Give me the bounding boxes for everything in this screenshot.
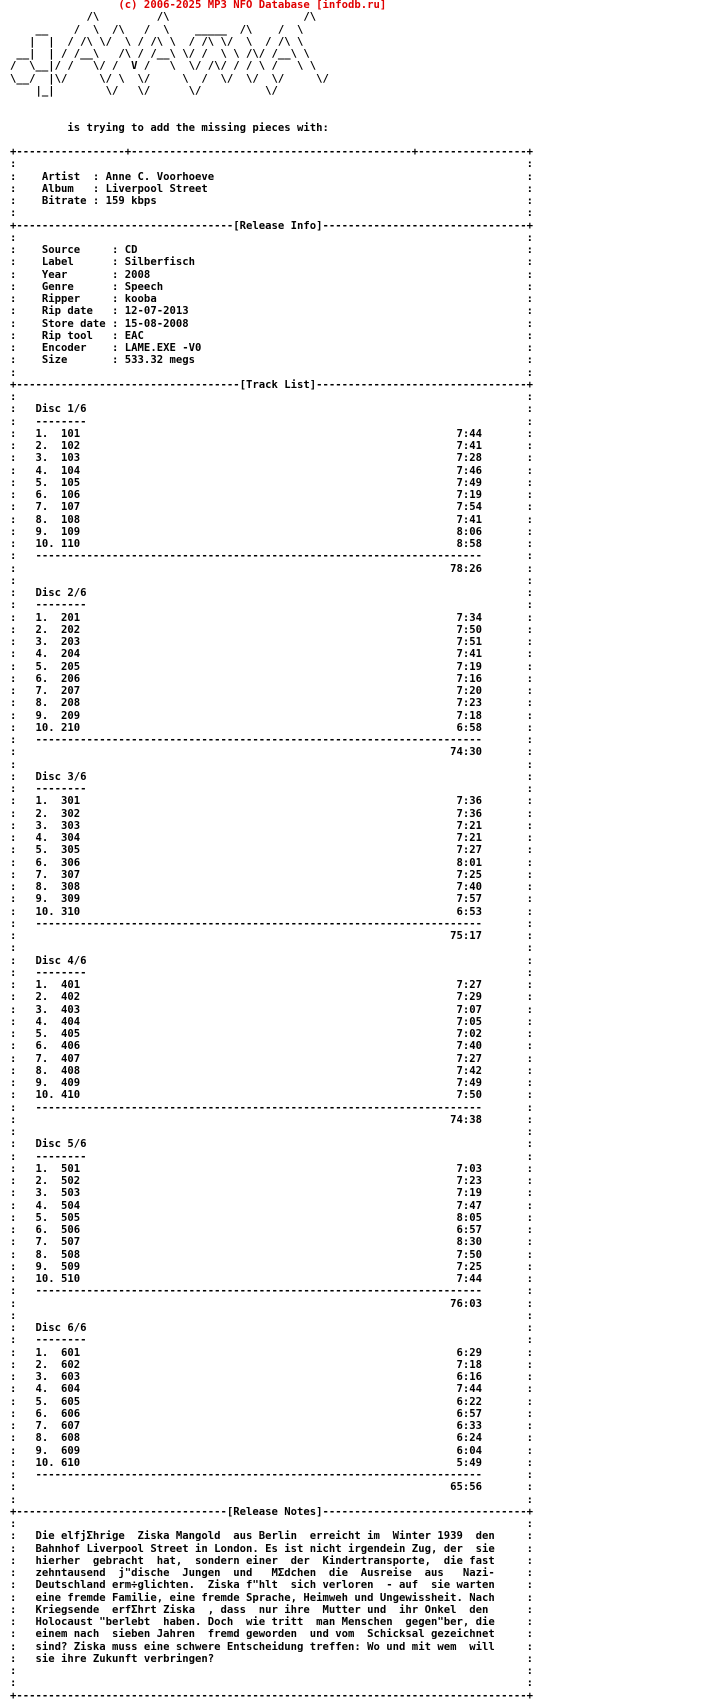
track-row: : 10. 210 6:58 :: [10, 721, 533, 734]
disc-separator: : ---------------------------------------------------------------------- :: [10, 1101, 533, 1114]
release-notes-line: : zehntausend j"dische Jungen und MΣdchen die Ausreise aus Nazi- :: [10, 1567, 533, 1579]
track-list-header: +-----------------------------------[Track List]---------------------------------+: [10, 378, 533, 391]
track-row: : 9. 609 6:04 :: [10, 1444, 533, 1457]
box-blank-line: : :: [10, 758, 533, 771]
track-row: : 10. 310 6:53 :: [10, 905, 533, 918]
box-blank-line: : :: [10, 158, 533, 171]
track-row: : 4. 404 7:05 :: [10, 1015, 533, 1028]
track-row: : 2. 102 7:41 :: [10, 440, 533, 452]
track-row: : 5. 605 6:22 :: [10, 1395, 533, 1408]
box-blank-line: : :: [10, 1518, 533, 1530]
disc-title: : Disc 3/6 :: [10, 770, 533, 783]
track-row: : 5. 405 7:02 :: [10, 1028, 533, 1040]
disc-separator: : ---------------------------------------------------------------------- :: [10, 1469, 533, 1481]
release-notes-line: : sind? Ziska muss eine schwere Entscheidung treffen: Wo und mit wem will :: [10, 1640, 533, 1653]
track-row: : 5. 205 7:19 :: [10, 660, 533, 673]
track-row: : 9. 409 7:49 :: [10, 1077, 533, 1089]
tagline: is trying to add the missing pieces with:: [10, 121, 329, 134]
track-row: : 4. 604 7:44 :: [10, 1383, 533, 1396]
artist-line: : Artist : Anne C. Voorhoeve :: [10, 170, 533, 183]
track-row: : 10. 110 8:58 :: [10, 538, 533, 550]
track-row: : 1. 301 7:36 :: [10, 795, 533, 808]
track-row: : 6. 106 7:19 :: [10, 489, 533, 501]
release-notes-header: +---------------------------------[Release Notes]--------------------------------+: [10, 1505, 533, 1518]
track-row: : 2. 602 7:18 :: [10, 1358, 533, 1371]
track-row: : 6. 506 6:57 :: [10, 1224, 533, 1236]
release-notes-line: : sie ihre Zukunft verbringen? :: [10, 1652, 533, 1665]
track-row: : 1. 101 7:44 :: [10, 427, 533, 440]
track-row: : 4. 504 7:47 :: [10, 1199, 533, 1212]
track-row: : 8. 108 7:41 :: [10, 513, 533, 526]
box-blank-line: : :: [10, 1126, 533, 1138]
track-row: : 7. 307 7:25 :: [10, 868, 533, 881]
album-line: : Album : Liverpool Street :: [10, 182, 533, 195]
release-info-field: : Rip tool : EAC :: [10, 329, 533, 342]
release-info-header: +----------------------------------[Release Info]--------------------------------+: [10, 219, 533, 232]
track-row: : 4. 304 7:21 :: [10, 832, 533, 844]
disc-title: : Disc 5/6 :: [10, 1138, 533, 1151]
track-row: : 5. 305 7:27 :: [10, 844, 533, 857]
track-row: : 1. 601 6:29 :: [10, 1346, 533, 1359]
disc-separator: : ---------------------------------------------------------------------- :: [10, 917, 533, 930]
track-row: : 1. 201 7:34 :: [10, 611, 533, 624]
box-blank-line: : :: [10, 1665, 533, 1677]
box-blank-line: : :: [10, 1677, 533, 1690]
track-row: : 10. 510 7:44 :: [10, 1273, 533, 1285]
track-row: : 2. 302 7:36 :: [10, 807, 533, 820]
track-row: : 4. 104 7:46 :: [10, 464, 533, 477]
track-row: : 2. 502 7:23 :: [10, 1175, 533, 1187]
release-notes-line: : einem nach sieben Jahren fremd geworden und vom Schicksal gezeichnet :: [10, 1628, 533, 1641]
box-blank-line: : :: [10, 1493, 533, 1506]
box-blank-line: : :: [10, 1309, 533, 1322]
disc-underline: : -------- :: [10, 1150, 533, 1163]
track-row: : 7. 607 6:33 :: [10, 1420, 533, 1432]
disc-underline: : -------- :: [10, 599, 533, 612]
track-row: : 9. 109 8:06 :: [10, 525, 533, 538]
track-row: : 8. 408 7:42 :: [10, 1064, 533, 1077]
track-row: : 6. 306 8:01 :: [10, 856, 533, 869]
release-notes-line: : Die elfjΣhrige Ziska Mangold aus Berlin erreicht im Winter 1939 den :: [10, 1530, 533, 1543]
track-row: : 6. 206 7:16 :: [10, 672, 533, 685]
disc-total: : 74:30 :: [10, 746, 533, 759]
box-blank-line: : :: [10, 207, 533, 220]
release-notes-line: : Bahnhof Liverpool Street in London. Es ist nicht irgendein Zug, der sie :: [10, 1542, 533, 1555]
release-info-field: : Ripper : kooba :: [10, 293, 533, 305]
track-row: : 8. 308 7:40 :: [10, 881, 533, 893]
track-row: : 3. 103 7:28 :: [10, 452, 533, 465]
release-info-field: : Year : 2008 :: [10, 268, 533, 281]
disc-separator: : ---------------------------------------------------------------------- :: [10, 1285, 533, 1298]
disc-underline: : -------- :: [10, 966, 533, 979]
track-row: : 9. 309 7:57 :: [10, 893, 533, 906]
track-row: : 8. 208 7:23 :: [10, 697, 533, 710]
release-notes-line: : hierher gebracht hat, sondern einer der Kindertransporte, die fast :: [10, 1554, 533, 1567]
disc-separator: : ---------------------------------------------------------------------- :: [10, 550, 533, 563]
track-row: : 6. 406 7:40 :: [10, 1040, 533, 1053]
track-row: : 4. 204 7:41 :: [10, 648, 533, 661]
box-blank-line: : :: [10, 574, 533, 587]
track-row: : 7. 207 7:20 :: [10, 685, 533, 697]
track-row: : 8. 508 7:50 :: [10, 1248, 533, 1261]
disc-title: : Disc 1/6 :: [10, 403, 533, 416]
track-row: : 1. 401 7:27 :: [10, 979, 533, 991]
track-row: : 10. 610 5:49 :: [10, 1456, 533, 1469]
track-row: : 1. 501 7:03 :: [10, 1162, 533, 1175]
track-row: : 9. 509 7:25 :: [10, 1260, 533, 1273]
disc-underline: : -------- :: [10, 415, 533, 428]
disc-total: : 74:38 :: [10, 1113, 533, 1126]
release-notes-line: : Kriegsende erfΣhrt Ziska , dass nur ihre Mutter und ihr Onkel den :: [10, 1603, 533, 1616]
box-top-border: +-----------------+--------------------------------------------+-----------------+: [10, 146, 533, 158]
release-info-field: : Label : Silberfisch :: [10, 256, 533, 269]
track-row: : 8. 608 6:24 :: [10, 1432, 533, 1445]
track-row: : 9. 209 7:18 :: [10, 709, 533, 722]
track-row: : 2. 202 7:50 :: [10, 623, 533, 636]
track-row: : 3. 403 7:07 :: [10, 1003, 533, 1016]
disc-total: : 76:03 :: [10, 1297, 533, 1310]
bitrate-line: : Bitrate : 159 kbps :: [10, 195, 533, 207]
track-row: : 7. 507 8:30 :: [10, 1236, 533, 1249]
track-row: : 6. 606 6:57 :: [10, 1407, 533, 1420]
box-bottom-border: +--------------------------------------------------------------------------------+: [10, 1689, 533, 1702]
disc-underline: : -------- :: [10, 1334, 533, 1347]
box-blank-line: : :: [10, 366, 533, 379]
track-row: : 3. 503 7:19 :: [10, 1187, 533, 1200]
release-notes-line: : eine fremde Familie, eine fremde Sprache, Heimweh und Ungewissheit. Nach :: [10, 1591, 533, 1604]
nfo-body: [10, 146, 533, 1702]
track-row: : 3. 303 7:21 :: [10, 819, 533, 832]
track-row: : 7. 107 7:54 :: [10, 501, 533, 514]
track-row: : 5. 505 8:05 :: [10, 1211, 533, 1224]
disc-total: : 75:17 :: [10, 930, 533, 942]
disc-title: : Disc 2/6 :: [10, 587, 533, 599]
release-info-field: : Size : 533.32 megs :: [10, 354, 533, 367]
disc-underline: : -------- :: [10, 783, 533, 795]
track-row: : 2. 402 7:29 :: [10, 991, 533, 1004]
nfo-header-credit: (c) 2006-2025 MP3 NFO Database [infodb.ru]: [10, 0, 387, 11]
release-info-field: : Encoder : LAME.EXE -V0 :: [10, 342, 533, 354]
track-row: : 3. 603 6:16 :: [10, 1371, 533, 1383]
release-info-field: : Store date : 15-08-2008 :: [10, 317, 533, 330]
release-info-field: : Rip date : 12-07-2013 :: [10, 305, 533, 318]
disc-separator: : ---------------------------------------------------------------------- :: [10, 734, 533, 746]
release-info-field: : Genre : Speech :: [10, 280, 533, 293]
disc-title: : Disc 4/6 :: [10, 954, 533, 967]
nfo-document: [10, 0, 700, 1702]
box-blank-line: : :: [10, 391, 533, 403]
box-blank-line: : :: [10, 942, 533, 955]
track-row: : 5. 105 7:49 :: [10, 476, 533, 489]
disc-title: : Disc 6/6 :: [10, 1322, 533, 1334]
release-notes-line: : Holocaust "berlebt haben. Doch wie tritt man Menschen gegen"ber, die :: [10, 1616, 533, 1628]
ascii-art-logo: /\ /\ /\ __ / \ /\ / \ _____ /\ / \ | | / /\ \/ \ / /\ \ / /\ \/ \ / /\ \ __| | / /__\ /\ / /__\ \/ / \ \ /\/ /__\ \ / \__|/ / \/ / V / \ \/ /\/ / / \ / \ \ \__/ |\/ \/ \ \/ \ / \/ \/ \/ \/ |_| \/ \/ \/ \/: [10, 11, 329, 97]
track-row: : 7. 407 7:27 :: [10, 1052, 533, 1065]
release-notes-line: : Deutschland erm÷glichten. Ziska f"hlt sich verloren - auf sie warten :: [10, 1579, 533, 1592]
release-info-field: : Source : CD :: [10, 244, 533, 256]
disc-total: : 65:56 :: [10, 1481, 533, 1494]
disc-total: : 78:26 :: [10, 562, 533, 575]
track-row: : 10. 410 7:50 :: [10, 1089, 533, 1102]
box-blank-line: : :: [10, 231, 533, 244]
track-row: : 3. 203 7:51 :: [10, 636, 533, 648]
